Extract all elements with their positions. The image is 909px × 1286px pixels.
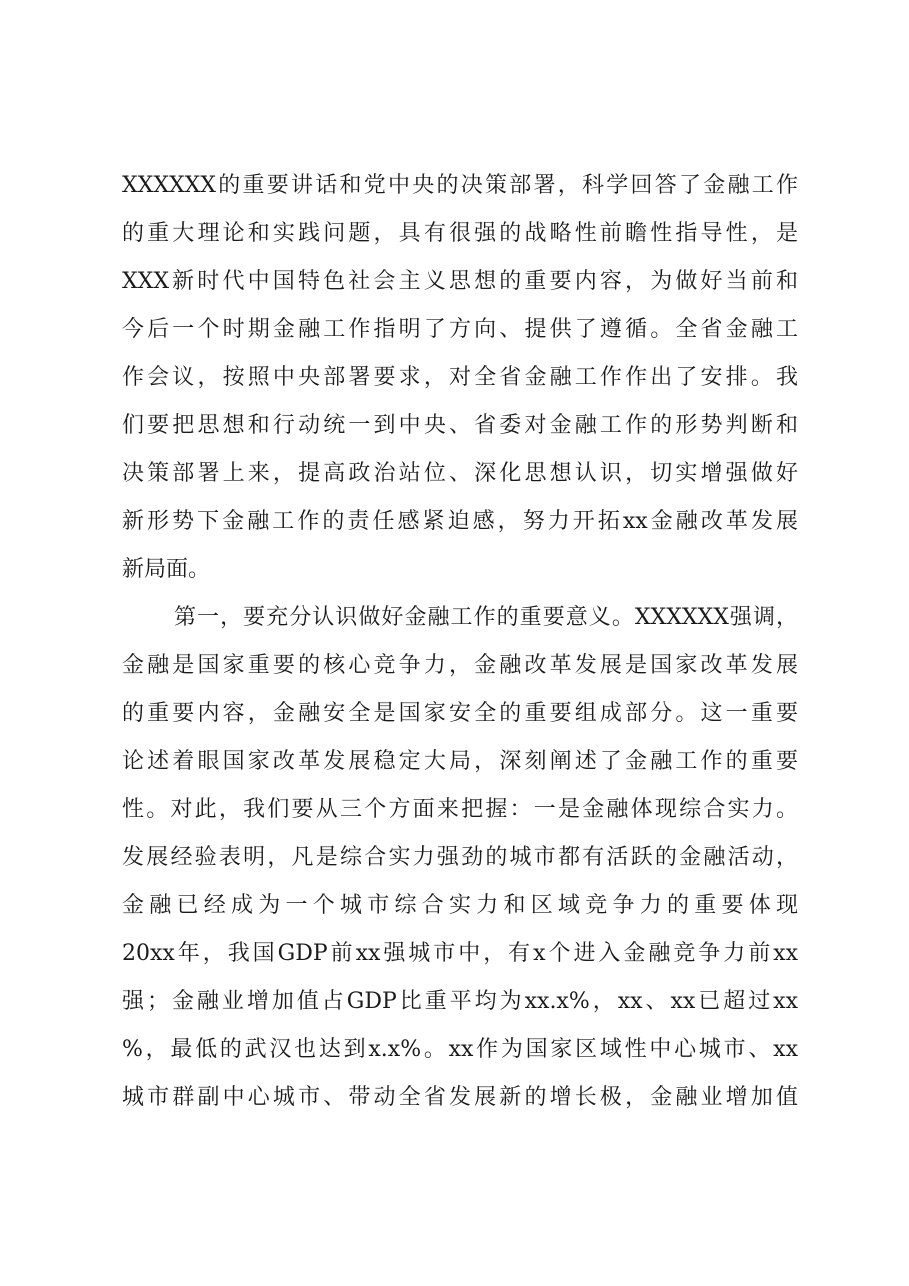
text-line: 性。对此，我们要从三个方面来把握：一是金融体现综合实力。 — [122, 797, 798, 822]
text-line: 论述着眼国家改革发展稳定大局，深刻阐述了金融工作的重要 — [122, 749, 798, 774]
text-line: 新形势下金融工作的责任感紧迫感，努力开拓xx金融改革发展 — [122, 509, 798, 534]
text-line: 强；金融业增加值占GDP比重平均为xx.x%，xx、xx已超过xx — [122, 989, 798, 1014]
text-line: 的重要内容，金融安全是国家安全的重要组成部分。这一重要 — [122, 701, 798, 726]
text-line: 们要把思想和行动统一到中央、省委对金融工作的形势判断和 — [122, 413, 798, 438]
text-line: 金融是国家重要的核心竞争力，金融改革发展是国家改革发展 — [122, 653, 798, 678]
text-line: 第一，要充分认识做好金融工作的重要意义。XXXXXX强调， — [174, 605, 798, 630]
text-line: 今后一个时期金融工作指明了方向、提供了遵循。全省金融工 — [122, 317, 798, 342]
text-line: 金融已经成为一个城市综合实力和区域竞争力的重要体现 — [122, 893, 798, 918]
text-line: 发展经验表明，凡是综合实力强劲的城市都有活跃的金融活动， — [122, 845, 798, 870]
text-line: XXX新时代中国特色社会主义思想的重要内容，为做好当前和 — [122, 269, 798, 294]
text-line: 的重大理论和实践问题，具有很强的战略性前瞻性指导性，是 — [122, 221, 798, 246]
text-line: 城市群副中心城市、带动全省发展新的增长极，金融业增加值 — [122, 1085, 798, 1110]
text-line: 20xx年，我国GDP前xx强城市中，有x个进入金融竞争力前xx — [122, 941, 798, 966]
text-line: 新局面。 — [122, 557, 211, 582]
text-line: 作会议，按照中央部署要求，对全省金融工作作出了安排。我 — [122, 365, 798, 390]
text-line: %，最低的武汉也达到x.x%。xx作为国家区域性中心城市、xx — [122, 1037, 798, 1062]
text-line: XXXXXX的重要讲话和党中央的决策部署，科学回答了金融工作 — [122, 173, 798, 198]
text-line: 决策部署上来，提高政治站位、深化思想认识，切实增强做好 — [122, 461, 798, 486]
